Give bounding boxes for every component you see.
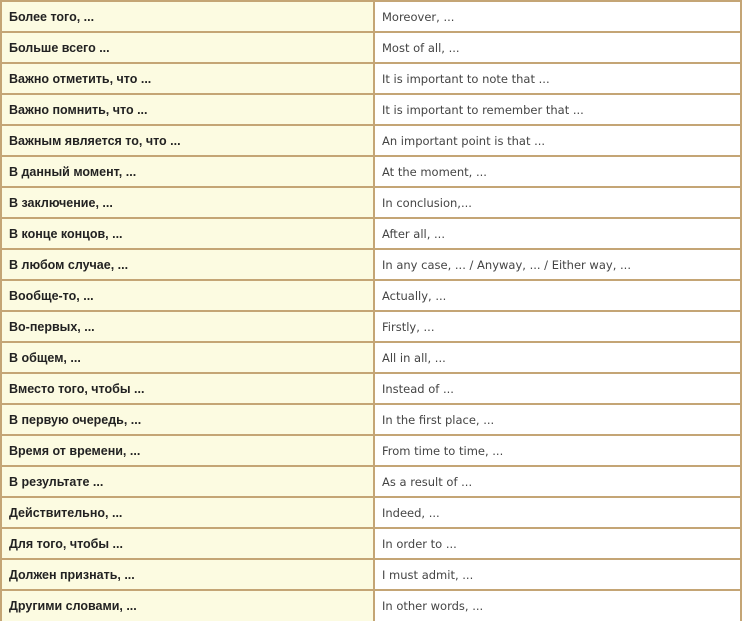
english-phrase-cell: At the moment, ... bbox=[374, 156, 741, 187]
russian-phrase-cell: В заключение, ... bbox=[1, 187, 374, 218]
russian-phrase-cell: В конце концов, ... bbox=[1, 218, 374, 249]
russian-phrase-cell: Вместо того, чтобы ... bbox=[1, 373, 374, 404]
english-phrase-cell: In other words, ... bbox=[374, 590, 741, 621]
table-row bbox=[1, 63, 741, 94]
table-row bbox=[1, 404, 741, 435]
phrase-table-body bbox=[1, 1, 741, 621]
english-phrase-cell: In order to ... bbox=[374, 528, 741, 559]
russian-phrase-cell: В общем, ... bbox=[1, 342, 374, 373]
table-row bbox=[1, 280, 741, 311]
english-phrase-cell: Instead of ... bbox=[374, 373, 741, 404]
table-row bbox=[1, 342, 741, 373]
table-row bbox=[1, 1, 741, 32]
english-phrase-cell: It is important to remember that ... bbox=[374, 94, 741, 125]
english-phrase-cell: After all, ... bbox=[374, 218, 741, 249]
russian-phrase-cell: Важным является то, что ... bbox=[1, 125, 374, 156]
english-phrase-cell: Actually, ... bbox=[374, 280, 741, 311]
table-row bbox=[1, 559, 741, 590]
russian-phrase-cell: Для того, чтобы ... bbox=[1, 528, 374, 559]
english-phrase-cell: In conclusion,... bbox=[374, 187, 741, 218]
table-row bbox=[1, 94, 741, 125]
russian-phrase-cell: Время от времени, ... bbox=[1, 435, 374, 466]
table-row bbox=[1, 311, 741, 342]
russian-phrase-cell: Больше всего ... bbox=[1, 32, 374, 63]
english-phrase-cell: Moreover, ... bbox=[374, 1, 741, 32]
english-phrase-cell: I must admit, ... bbox=[374, 559, 741, 590]
table-row bbox=[1, 528, 741, 559]
table-row bbox=[1, 497, 741, 528]
english-phrase-cell: As a result of ... bbox=[374, 466, 741, 497]
table-row bbox=[1, 218, 741, 249]
english-phrase-cell: Firstly, ... bbox=[374, 311, 741, 342]
russian-phrase-cell: Действительно, ... bbox=[1, 497, 374, 528]
russian-phrase-cell: Вообще-то, ... bbox=[1, 280, 374, 311]
table-row bbox=[1, 435, 741, 466]
english-phrase-cell: An important point is that ... bbox=[374, 125, 741, 156]
russian-phrase-cell: Важно отметить, что ... bbox=[1, 63, 374, 94]
table-row bbox=[1, 466, 741, 497]
table-row bbox=[1, 249, 741, 280]
english-phrase-cell: It is important to note that ... bbox=[374, 63, 741, 94]
russian-phrase-cell: Другими словами, ... bbox=[1, 590, 374, 621]
table-row bbox=[1, 373, 741, 404]
english-phrase-cell: Most of all, ... bbox=[374, 32, 741, 63]
russian-phrase-cell: В данный момент, ... bbox=[1, 156, 374, 187]
table-row bbox=[1, 32, 741, 63]
table-row bbox=[1, 590, 741, 621]
russian-phrase-cell: В первую очередь, ... bbox=[1, 404, 374, 435]
russian-phrase-cell: Должен признать, ... bbox=[1, 559, 374, 590]
table-row bbox=[1, 156, 741, 187]
english-phrase-cell: All in all, ... bbox=[374, 342, 741, 373]
russian-phrase-cell: Более того, ... bbox=[1, 1, 374, 32]
english-phrase-cell: Indeed, ... bbox=[374, 497, 741, 528]
english-phrase-cell: In any case, ... / Anyway, ... / Either way, ... bbox=[374, 249, 741, 280]
table-row bbox=[1, 187, 741, 218]
russian-phrase-cell: В результате ... bbox=[1, 466, 374, 497]
english-phrase-cell: In the first place, ... bbox=[374, 404, 741, 435]
table-row bbox=[1, 125, 741, 156]
russian-phrase-cell: Во-первых, ... bbox=[1, 311, 374, 342]
russian-phrase-cell: Важно помнить, что ... bbox=[1, 94, 374, 125]
russian-phrase-cell: В любом случае, ... bbox=[1, 249, 374, 280]
english-phrase-cell: From time to time, ... bbox=[374, 435, 741, 466]
